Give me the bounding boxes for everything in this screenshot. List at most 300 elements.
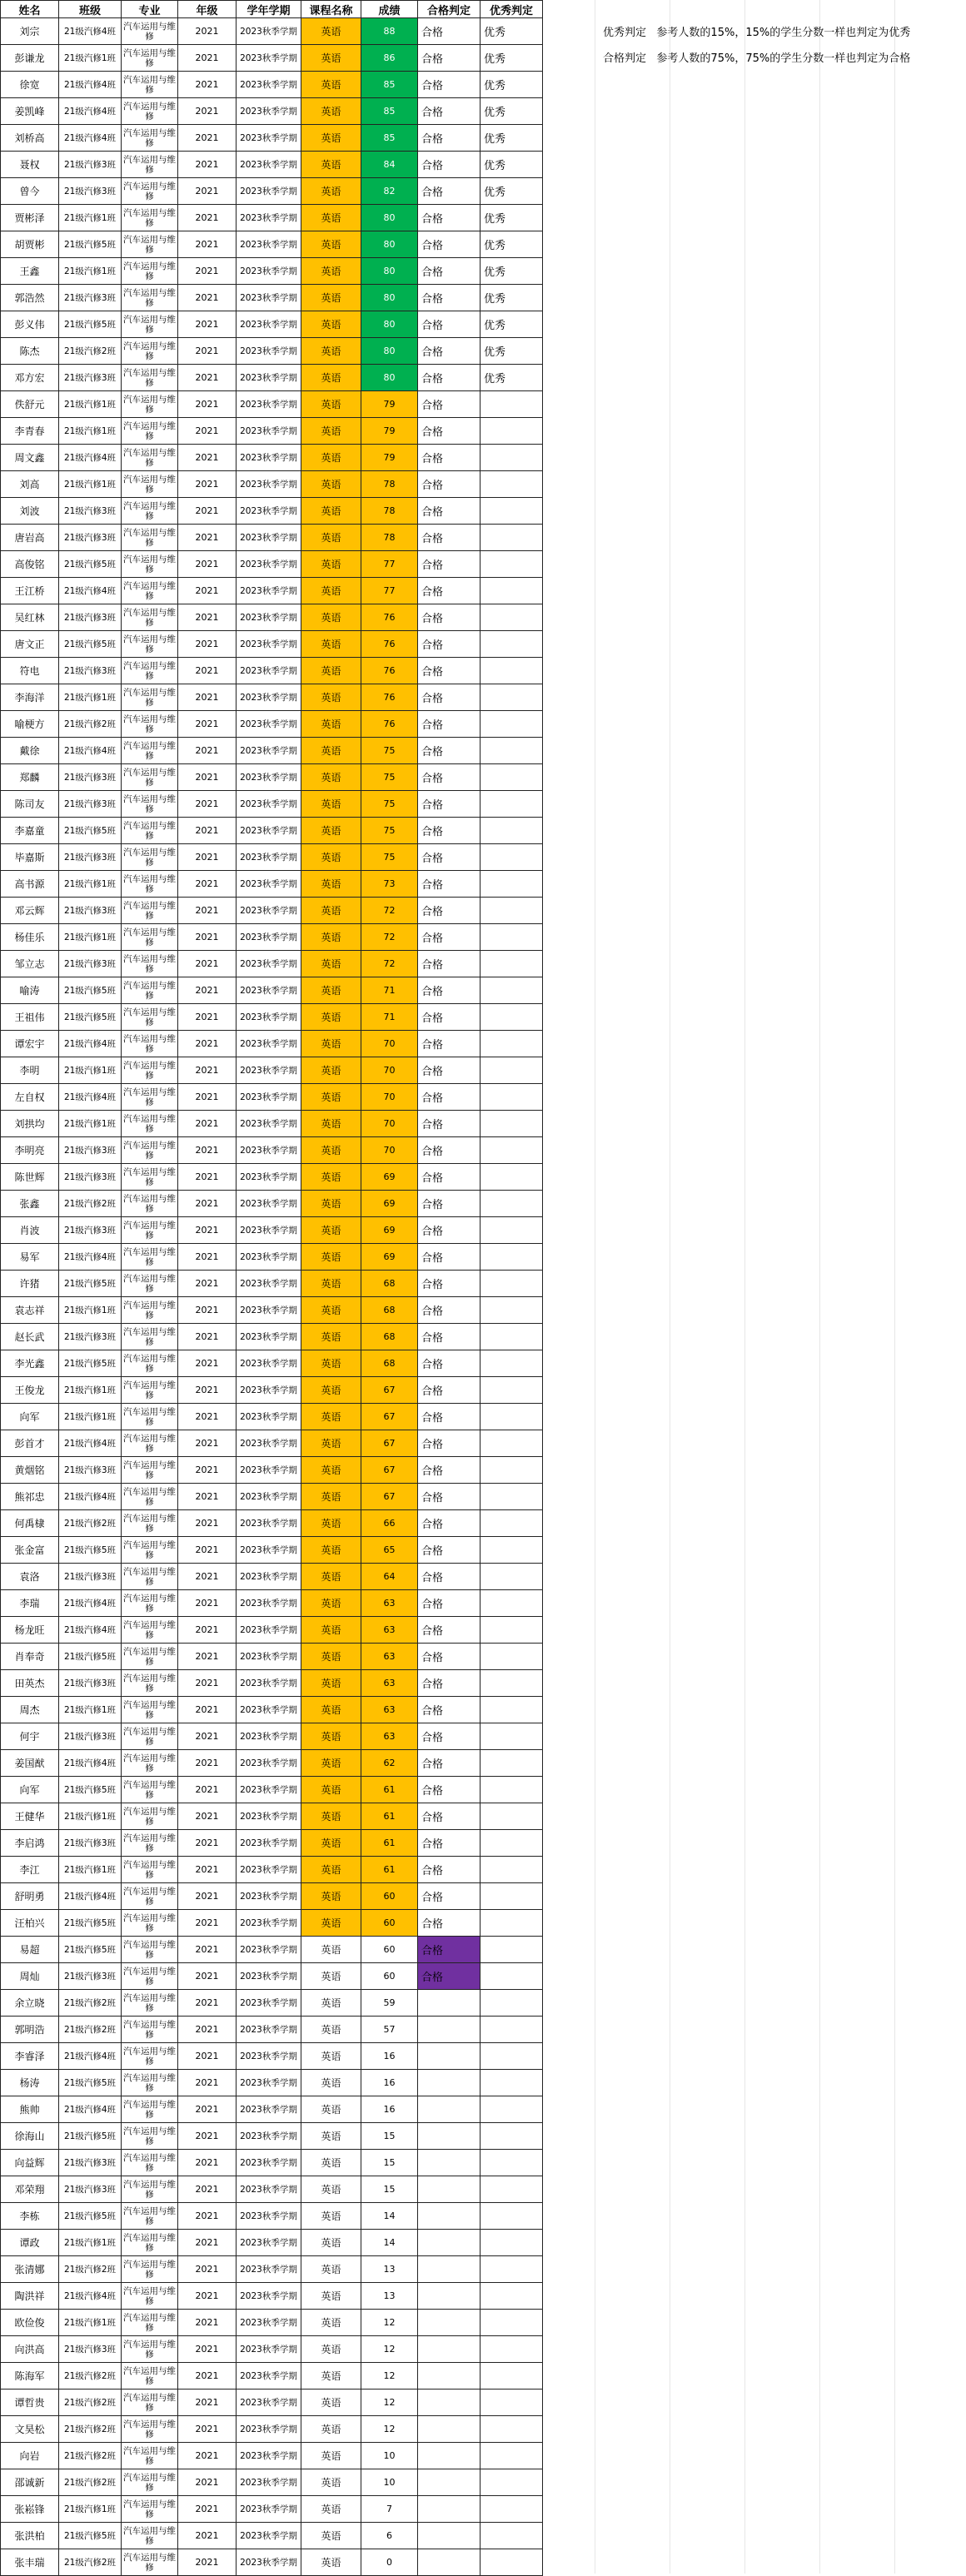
cell-excellent[interactable] — [481, 1404, 543, 1430]
cell-grade[interactable]: 2021 — [178, 1457, 237, 1484]
cell-grade[interactable]: 2021 — [178, 1484, 237, 1510]
cell-term[interactable]: 2023秋季学期 — [237, 1137, 301, 1164]
cell-score[interactable]: 85 — [361, 125, 418, 152]
cell-class[interactable]: 21级汽修2班 — [59, 2256, 122, 2283]
cell-grade[interactable]: 2021 — [178, 152, 237, 178]
cell-major[interactable]: 汽车运用与维修 — [122, 1377, 178, 1404]
cell-term[interactable]: 2023秋季学期 — [237, 445, 301, 471]
cell-score[interactable]: 12 — [361, 2336, 418, 2363]
cell-class[interactable]: 21级汽修2班 — [59, 2390, 122, 2416]
cell-course[interactable]: 英语 — [301, 2230, 361, 2256]
cell-course[interactable]: 英语 — [301, 445, 361, 471]
cell-score[interactable]: 63 — [361, 1644, 418, 1670]
cell-excellent[interactable] — [481, 1750, 543, 1777]
cell-term[interactable]: 2023秋季学期 — [237, 1350, 301, 1377]
cell-score[interactable]: 13 — [361, 2283, 418, 2310]
cell-score[interactable]: 79 — [361, 445, 418, 471]
cell-course[interactable]: 英语 — [301, 1670, 361, 1697]
cell-pass[interactable] — [418, 2416, 481, 2443]
cell-major[interactable]: 汽车运用与维修 — [122, 951, 178, 977]
cell-class[interactable]: 21级汽修3班 — [59, 1963, 122, 1990]
cell-term[interactable]: 2023秋季学期 — [237, 1217, 301, 1244]
cell-score[interactable]: 80 — [361, 311, 418, 338]
cell-name[interactable]: 李江 — [1, 1857, 59, 1883]
cell-name[interactable]: 谭哲贵 — [1, 2390, 59, 2416]
cell-major[interactable]: 汽车运用与维修 — [122, 338, 178, 365]
cell-major[interactable]: 汽车运用与维修 — [122, 631, 178, 658]
cell-excellent[interactable]: 优秀 — [481, 72, 543, 98]
cell-excellent[interactable] — [481, 1617, 543, 1644]
cell-score[interactable]: 62 — [361, 1750, 418, 1777]
cell-term[interactable]: 2023秋季学期 — [237, 2549, 301, 2576]
cell-major[interactable]: 汽车运用与维修 — [122, 2549, 178, 2576]
cell-grade[interactable]: 2021 — [178, 791, 237, 818]
cell-major[interactable]: 汽车运用与维修 — [122, 1803, 178, 1830]
cell-term[interactable]: 2023秋季学期 — [237, 72, 301, 98]
cell-pass[interactable]: 合格 — [418, 1404, 481, 1430]
cell-term[interactable]: 2023秋季学期 — [237, 898, 301, 924]
cell-name[interactable]: 彭首才 — [1, 1430, 59, 1457]
cell-major[interactable]: 汽车运用与维修 — [122, 98, 178, 125]
cell-term[interactable]: 2023秋季学期 — [237, 951, 301, 977]
cell-score[interactable]: 75 — [361, 818, 418, 844]
cell-course[interactable]: 英语 — [301, 1377, 361, 1404]
cell-pass[interactable]: 合格 — [418, 738, 481, 764]
cell-excellent[interactable] — [481, 1457, 543, 1484]
cell-class[interactable]: 21级汽修4班 — [59, 2283, 122, 2310]
cell-name[interactable]: 王江桥 — [1, 578, 59, 604]
cell-excellent[interactable] — [481, 471, 543, 498]
cell-grade[interactable]: 2021 — [178, 1803, 237, 1830]
cell-course[interactable]: 英语 — [301, 125, 361, 152]
cell-excellent[interactable] — [481, 2523, 543, 2549]
cell-grade[interactable]: 2021 — [178, 1990, 237, 2017]
cell-term[interactable]: 2023秋季学期 — [237, 1297, 301, 1324]
cell-excellent[interactable] — [481, 2390, 543, 2416]
cell-course[interactable]: 英语 — [301, 738, 361, 764]
cell-term[interactable]: 2023秋季学期 — [237, 1164, 301, 1191]
cell-term[interactable]: 2023秋季学期 — [237, 2496, 301, 2523]
cell-class[interactable]: 21级汽修3班 — [59, 525, 122, 551]
pass-rule-label[interactable]: 合格判定 — [603, 52, 647, 65]
cell-grade[interactable]: 2021 — [178, 205, 237, 231]
cell-name[interactable]: 舒明勇 — [1, 1883, 59, 1910]
cell-grade[interactable]: 2021 — [178, 1271, 237, 1297]
cell-name[interactable]: 刘拱均 — [1, 1111, 59, 1137]
cell-pass[interactable] — [418, 2390, 481, 2416]
cell-pass[interactable]: 合格 — [418, 631, 481, 658]
cell-grade[interactable]: 2021 — [178, 471, 237, 498]
cell-class[interactable]: 21级汽修2班 — [59, 2363, 122, 2390]
cell-score[interactable]: 80 — [361, 365, 418, 391]
cell-major[interactable]: 汽车运用与维修 — [122, 1297, 178, 1324]
cell-excellent[interactable] — [481, 924, 543, 951]
cell-course[interactable]: 英语 — [301, 1457, 361, 1484]
cell-term[interactable]: 2023秋季学期 — [237, 98, 301, 125]
cell-term[interactable]: 2023秋季学期 — [237, 1697, 301, 1723]
cell-name[interactable]: 向岩 — [1, 2443, 59, 2469]
cell-name[interactable]: 曾今 — [1, 178, 59, 205]
cell-score[interactable]: 68 — [361, 1271, 418, 1297]
cell-pass[interactable]: 合格 — [418, 231, 481, 258]
cell-score[interactable]: 82 — [361, 178, 418, 205]
cell-grade[interactable]: 2021 — [178, 2203, 237, 2230]
cell-excellent[interactable] — [481, 711, 543, 738]
cell-score[interactable]: 70 — [361, 1084, 418, 1111]
cell-pass[interactable]: 合格 — [418, 365, 481, 391]
cell-grade[interactable]: 2021 — [178, 1510, 237, 1537]
cell-course[interactable]: 英语 — [301, 1084, 361, 1111]
cell-class[interactable]: 21级汽修1班 — [59, 2496, 122, 2523]
cell-name[interactable]: 李瑞 — [1, 1590, 59, 1617]
cell-pass[interactable] — [418, 2017, 481, 2043]
cell-course[interactable]: 英语 — [301, 45, 361, 72]
cell-score[interactable]: 63 — [361, 1590, 418, 1617]
cell-course[interactable]: 英语 — [301, 1750, 361, 1777]
cell-major[interactable]: 汽车运用与维修 — [122, 391, 178, 418]
cell-pass[interactable]: 合格 — [418, 1670, 481, 1697]
cell-score[interactable]: 59 — [361, 1990, 418, 2017]
cell-excellent[interactable] — [481, 1244, 543, 1271]
cell-course[interactable]: 英语 — [301, 2390, 361, 2416]
cell-pass[interactable]: 合格 — [418, 977, 481, 1004]
cell-excellent[interactable]: 优秀 — [481, 258, 543, 285]
cell-major[interactable]: 汽车运用与维修 — [122, 1430, 178, 1457]
cell-score[interactable]: 69 — [361, 1217, 418, 1244]
cell-class[interactable]: 21级汽修5班 — [59, 1537, 122, 1564]
cell-course[interactable]: 英语 — [301, 1217, 361, 1244]
cell-major[interactable]: 汽车运用与维修 — [122, 1271, 178, 1297]
cell-score[interactable]: 61 — [361, 1777, 418, 1803]
cell-course[interactable]: 英语 — [301, 1271, 361, 1297]
cell-course[interactable]: 英语 — [301, 791, 361, 818]
cell-score[interactable]: 16 — [361, 2043, 418, 2070]
cell-excellent[interactable]: 优秀 — [481, 285, 543, 311]
cell-course[interactable]: 英语 — [301, 1990, 361, 2017]
cell-class[interactable]: 21级汽修5班 — [59, 631, 122, 658]
cell-grade[interactable]: 2021 — [178, 1377, 237, 1404]
cell-term[interactable]: 2023秋季学期 — [237, 2096, 301, 2123]
cell-excellent[interactable] — [481, 1137, 543, 1164]
cell-class[interactable]: 21级汽修3班 — [59, 604, 122, 631]
cell-score[interactable]: 71 — [361, 977, 418, 1004]
cell-term[interactable]: 2023秋季学期 — [237, 1537, 301, 1564]
cell-major[interactable]: 汽车运用与维修 — [122, 1031, 178, 1057]
cell-class[interactable]: 21级汽修4班 — [59, 72, 122, 98]
cell-class[interactable]: 21级汽修1班 — [59, 924, 122, 951]
cell-major[interactable]: 汽车运用与维修 — [122, 1537, 178, 1564]
cell-name[interactable]: 向军 — [1, 1777, 59, 1803]
cell-excellent[interactable] — [481, 2496, 543, 2523]
cell-name[interactable]: 易军 — [1, 1244, 59, 1271]
cell-name[interactable]: 高俊铭 — [1, 551, 59, 578]
cell-grade[interactable]: 2021 — [178, 2416, 237, 2443]
cell-pass[interactable]: 合格 — [418, 818, 481, 844]
cell-class[interactable]: 21级汽修3班 — [59, 1324, 122, 1350]
cell-grade[interactable]: 2021 — [178, 391, 237, 418]
cell-excellent[interactable] — [481, 738, 543, 764]
cell-grade[interactable]: 2021 — [178, 445, 237, 471]
cell-major[interactable]: 汽车运用与维修 — [122, 711, 178, 738]
cell-major[interactable]: 汽车运用与维修 — [122, 1590, 178, 1617]
cell-term[interactable]: 2023秋季学期 — [237, 45, 301, 72]
cell-excellent[interactable] — [481, 1084, 543, 1111]
cell-pass[interactable]: 合格 — [418, 258, 481, 285]
cell-course[interactable]: 英语 — [301, 2203, 361, 2230]
cell-major[interactable]: 汽车运用与维修 — [122, 1644, 178, 1670]
cell-score[interactable]: 80 — [361, 285, 418, 311]
cell-pass[interactable]: 合格 — [418, 1723, 481, 1750]
cell-major[interactable]: 汽车运用与维修 — [122, 125, 178, 152]
cell-course[interactable]: 英语 — [301, 658, 361, 684]
cell-class[interactable]: 21级汽修1班 — [59, 258, 122, 285]
cell-class[interactable]: 21级汽修4班 — [59, 1617, 122, 1644]
header-major[interactable]: 专业 — [122, 1, 178, 18]
cell-class[interactable]: 21级汽修1班 — [59, 205, 122, 231]
cell-course[interactable]: 英语 — [301, 2363, 361, 2390]
excellent-rule-label[interactable]: 优秀判定 — [603, 27, 647, 39]
cell-course[interactable]: 英语 — [301, 764, 361, 791]
cell-pass[interactable] — [418, 2096, 481, 2123]
cell-score[interactable]: 73 — [361, 871, 418, 898]
cell-course[interactable]: 英语 — [301, 2256, 361, 2283]
cell-excellent[interactable]: 优秀 — [481, 45, 543, 72]
cell-name[interactable]: 何宇 — [1, 1723, 59, 1750]
cell-score[interactable]: 72 — [361, 898, 418, 924]
cell-score[interactable]: 60 — [361, 1963, 418, 1990]
cell-excellent[interactable]: 优秀 — [481, 18, 543, 45]
cell-term[interactable]: 2023秋季学期 — [237, 1857, 301, 1883]
cell-excellent[interactable] — [481, 631, 543, 658]
cell-course[interactable]: 英语 — [301, 844, 361, 871]
cell-pass[interactable]: 合格 — [418, 684, 481, 711]
cell-pass[interactable]: 合格 — [418, 1750, 481, 1777]
cell-grade[interactable]: 2021 — [178, 1537, 237, 1564]
cell-term[interactable]: 2023秋季学期 — [237, 1617, 301, 1644]
cell-grade[interactable]: 2021 — [178, 2043, 237, 2070]
cell-grade[interactable]: 2021 — [178, 1164, 237, 1191]
cell-major[interactable]: 汽车运用与维修 — [122, 258, 178, 285]
cell-name[interactable]: 李明亮 — [1, 1137, 59, 1164]
cell-excellent[interactable] — [481, 684, 543, 711]
cell-major[interactable]: 汽车运用与维修 — [122, 418, 178, 445]
cell-course[interactable]: 英语 — [301, 2443, 361, 2469]
cell-major[interactable]: 汽车运用与维修 — [122, 1830, 178, 1857]
cell-name[interactable]: 李嘉童 — [1, 818, 59, 844]
cell-term[interactable]: 2023秋季学期 — [237, 391, 301, 418]
cell-grade[interactable]: 2021 — [178, 1137, 237, 1164]
cell-class[interactable]: 21级汽修1班 — [59, 1297, 122, 1324]
cell-name[interactable]: 陈海军 — [1, 2363, 59, 2390]
cell-excellent[interactable]: 优秀 — [481, 178, 543, 205]
cell-score[interactable]: 10 — [361, 2469, 418, 2496]
cell-score[interactable]: 85 — [361, 72, 418, 98]
cell-term[interactable]: 2023秋季学期 — [237, 2416, 301, 2443]
cell-score[interactable]: 61 — [361, 1830, 418, 1857]
cell-name[interactable]: 左自权 — [1, 1084, 59, 1111]
cell-name[interactable]: 郭浩然 — [1, 285, 59, 311]
cell-score[interactable]: 15 — [361, 2176, 418, 2203]
cell-course[interactable]: 英语 — [301, 631, 361, 658]
cell-class[interactable]: 21级汽修1班 — [59, 1111, 122, 1137]
cell-excellent[interactable] — [481, 1324, 543, 1350]
cell-class[interactable]: 21级汽修5班 — [59, 551, 122, 578]
cell-major[interactable]: 汽车运用与维修 — [122, 2363, 178, 2390]
cell-class[interactable]: 21级汽修5班 — [59, 2203, 122, 2230]
cell-score[interactable]: 70 — [361, 1057, 418, 1084]
cell-major[interactable]: 汽车运用与维修 — [122, 1217, 178, 1244]
cell-class[interactable]: 21级汽修1班 — [59, 45, 122, 72]
cell-term[interactable]: 2023秋季学期 — [237, 1244, 301, 1271]
cell-name[interactable]: 文昊松 — [1, 2416, 59, 2443]
cell-course[interactable]: 英语 — [301, 98, 361, 125]
cell-major[interactable]: 汽车运用与维修 — [122, 178, 178, 205]
cell-excellent[interactable] — [481, 1350, 543, 1377]
cell-major[interactable]: 汽车运用与维修 — [122, 658, 178, 684]
cell-class[interactable]: 21级汽修1班 — [59, 1803, 122, 1830]
cell-course[interactable]: 英语 — [301, 871, 361, 898]
cell-grade[interactable]: 2021 — [178, 738, 237, 764]
cell-pass[interactable] — [418, 2336, 481, 2363]
cell-score[interactable]: 79 — [361, 391, 418, 418]
cell-name[interactable]: 向军 — [1, 1404, 59, 1430]
cell-major[interactable]: 汽车运用与维修 — [122, 525, 178, 551]
cell-class[interactable]: 21级汽修2班 — [59, 1191, 122, 1217]
cell-name[interactable]: 符电 — [1, 658, 59, 684]
cell-class[interactable]: 21级汽修4班 — [59, 2043, 122, 2070]
cell-major[interactable]: 汽车运用与维修 — [122, 1750, 178, 1777]
cell-major[interactable]: 汽车运用与维修 — [122, 285, 178, 311]
cell-pass[interactable]: 合格 — [418, 1777, 481, 1803]
cell-course[interactable]: 英语 — [301, 2123, 361, 2150]
cell-course[interactable]: 英语 — [301, 2310, 361, 2336]
cell-course[interactable]: 英语 — [301, 1777, 361, 1803]
cell-score[interactable]: 86 — [361, 45, 418, 72]
cell-major[interactable]: 汽车运用与维修 — [122, 311, 178, 338]
cell-major[interactable]: 汽车运用与维修 — [122, 1084, 178, 1111]
cell-name[interactable]: 李明 — [1, 1057, 59, 1084]
cell-class[interactable]: 21级汽修4班 — [59, 578, 122, 604]
header-course[interactable]: 课程名称 — [301, 1, 361, 18]
cell-name[interactable]: 何禹棣 — [1, 1510, 59, 1537]
cell-grade[interactable]: 2021 — [178, 2017, 237, 2043]
cell-major[interactable]: 汽车运用与维修 — [122, 1617, 178, 1644]
cell-pass[interactable]: 合格 — [418, 205, 481, 231]
cell-class[interactable]: 21级汽修3班 — [59, 1723, 122, 1750]
cell-name[interactable]: 郑麟 — [1, 764, 59, 791]
cell-pass[interactable]: 合格 — [418, 1244, 481, 1271]
cell-course[interactable]: 英语 — [301, 2043, 361, 2070]
cell-name[interactable]: 彭义伟 — [1, 311, 59, 338]
cell-course[interactable]: 英语 — [301, 1590, 361, 1617]
cell-course[interactable]: 英语 — [301, 1484, 361, 1510]
cell-term[interactable]: 2023秋季学期 — [237, 977, 301, 1004]
cell-excellent[interactable] — [481, 2017, 543, 2043]
cell-pass[interactable]: 合格 — [418, 1564, 481, 1590]
cell-grade[interactable]: 2021 — [178, 2390, 237, 2416]
cell-major[interactable]: 汽车运用与维修 — [122, 551, 178, 578]
cell-pass[interactable] — [418, 2256, 481, 2283]
cell-pass[interactable]: 合格 — [418, 1297, 481, 1324]
cell-grade[interactable]: 2021 — [178, 258, 237, 285]
cell-grade[interactable]: 2021 — [178, 498, 237, 525]
cell-term[interactable]: 2023秋季学期 — [237, 764, 301, 791]
cell-name[interactable]: 彭谦龙 — [1, 45, 59, 72]
cell-major[interactable]: 汽车运用与维修 — [122, 72, 178, 98]
cell-score[interactable]: 69 — [361, 1191, 418, 1217]
cell-name[interactable]: 贾彬泽 — [1, 205, 59, 231]
cell-major[interactable]: 汽车运用与维修 — [122, 1937, 178, 1963]
excellent-rule-text[interactable]: 参考人数的15%，15%的学生分数一样也判定为优秀 — [656, 27, 911, 39]
cell-pass[interactable] — [418, 2523, 481, 2549]
cell-excellent[interactable] — [481, 2283, 543, 2310]
cell-excellent[interactable] — [481, 1883, 543, 1910]
cell-grade[interactable]: 2021 — [178, 977, 237, 1004]
cell-pass[interactable]: 合格 — [418, 1857, 481, 1883]
cell-score[interactable]: 14 — [361, 2203, 418, 2230]
cell-score[interactable]: 15 — [361, 2123, 418, 2150]
cell-score[interactable]: 69 — [361, 1244, 418, 1271]
cell-pass[interactable]: 合格 — [418, 1324, 481, 1350]
cell-pass[interactable] — [418, 2443, 481, 2469]
cell-grade[interactable]: 2021 — [178, 2096, 237, 2123]
cell-excellent[interactable] — [481, 1191, 543, 1217]
cell-excellent[interactable] — [481, 2230, 543, 2256]
cell-name[interactable]: 邹立志 — [1, 951, 59, 977]
cell-score[interactable]: 75 — [361, 844, 418, 871]
cell-class[interactable]: 21级汽修1班 — [59, 471, 122, 498]
cell-name[interactable]: 戴徐 — [1, 738, 59, 764]
cell-course[interactable]: 英语 — [301, 231, 361, 258]
cell-term[interactable]: 2023秋季学期 — [237, 604, 301, 631]
cell-pass[interactable]: 合格 — [418, 711, 481, 738]
cell-excellent[interactable]: 优秀 — [481, 125, 543, 152]
cell-name[interactable]: 张金富 — [1, 1537, 59, 1564]
cell-class[interactable]: 21级汽修3班 — [59, 898, 122, 924]
cell-name[interactable]: 周灿 — [1, 1963, 59, 1990]
cell-term[interactable]: 2023秋季学期 — [237, 871, 301, 898]
cell-term[interactable]: 2023秋季学期 — [237, 2363, 301, 2390]
cell-term[interactable]: 2023秋季学期 — [237, 18, 301, 45]
cell-course[interactable]: 英语 — [301, 578, 361, 604]
cell-score[interactable]: 16 — [361, 2070, 418, 2096]
cell-major[interactable]: 汽车运用与维修 — [122, 977, 178, 1004]
cell-pass[interactable]: 合格 — [418, 1350, 481, 1377]
cell-major[interactable]: 汽车运用与维修 — [122, 2496, 178, 2523]
cell-excellent[interactable]: 优秀 — [481, 98, 543, 125]
cell-term[interactable]: 2023秋季学期 — [237, 1723, 301, 1750]
cell-grade[interactable]: 2021 — [178, 658, 237, 684]
cell-grade[interactable]: 2021 — [178, 1697, 237, 1723]
cell-name[interactable]: 胡贾彬 — [1, 231, 59, 258]
cell-grade[interactable]: 2021 — [178, 525, 237, 551]
cell-pass[interactable]: 合格 — [418, 311, 481, 338]
cell-pass[interactable]: 合格 — [418, 1191, 481, 1217]
cell-class[interactable]: 21级汽修5班 — [59, 311, 122, 338]
cell-course[interactable]: 英语 — [301, 1404, 361, 1430]
cell-score[interactable]: 6 — [361, 2523, 418, 2549]
cell-term[interactable]: 2023秋季学期 — [237, 844, 301, 871]
cell-score[interactable]: 71 — [361, 1004, 418, 1031]
cell-term[interactable]: 2023秋季学期 — [237, 1990, 301, 2017]
cell-term[interactable]: 2023秋季学期 — [237, 1031, 301, 1057]
cell-major[interactable]: 汽车运用与维修 — [122, 2416, 178, 2443]
cell-class[interactable]: 21级汽修1班 — [59, 2310, 122, 2336]
cell-name[interactable]: 郭明浩 — [1, 2017, 59, 2043]
cell-major[interactable]: 汽车运用与维修 — [122, 2230, 178, 2256]
cell-major[interactable]: 汽车运用与维修 — [122, 1723, 178, 1750]
cell-pass[interactable]: 合格 — [418, 844, 481, 871]
